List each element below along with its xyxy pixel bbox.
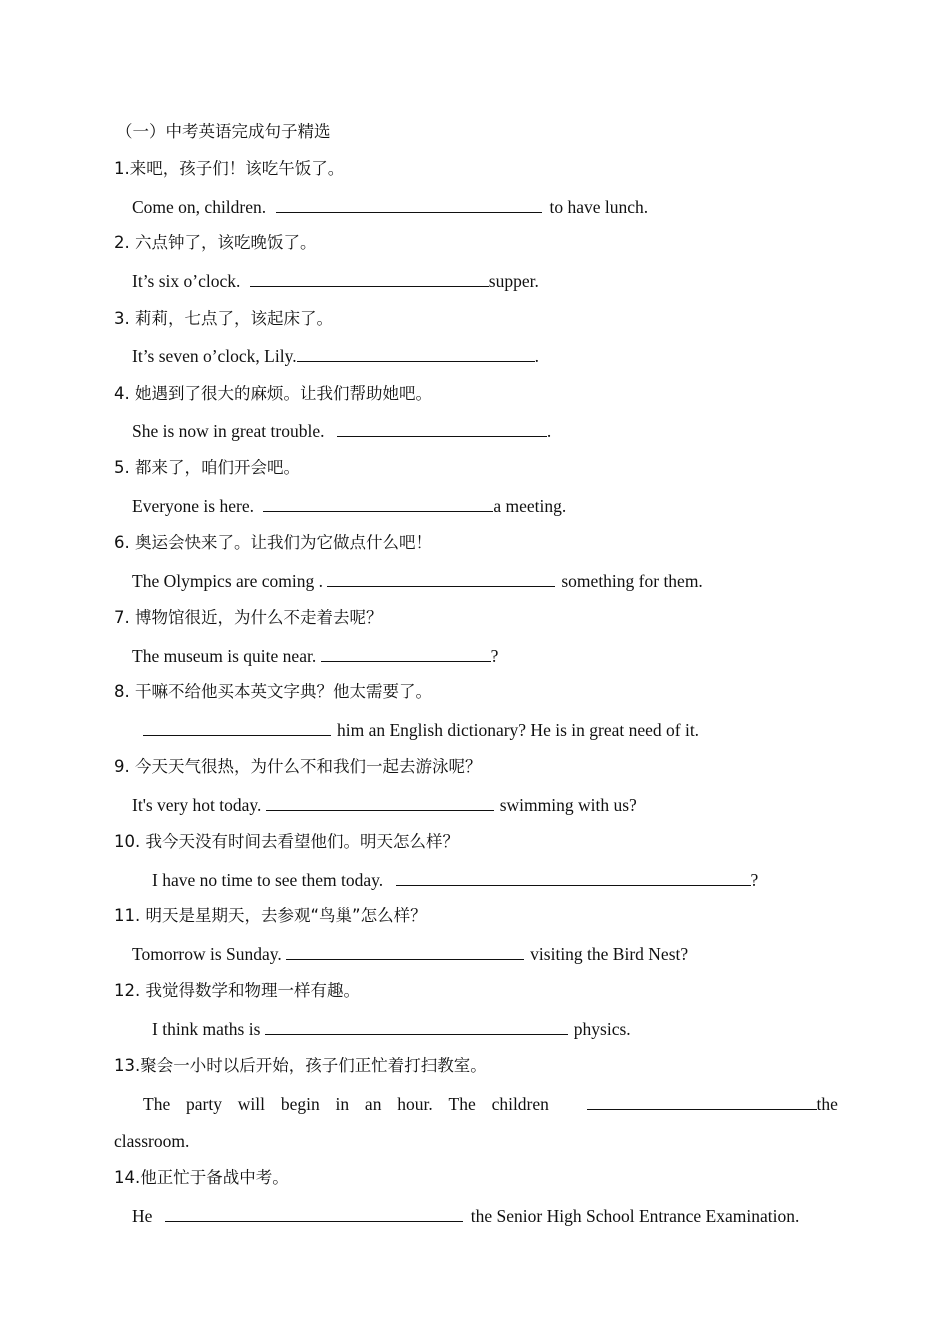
question-7-english [132,645,498,667]
question-9-prefix: It's very hot today. [132,795,262,815]
question-8-suffix: him an English dictionary? He is in great need of it. [337,720,700,740]
question-13-continuation: classroom. [114,1131,190,1151]
question-1-suffix: to have lunch. [549,197,649,217]
question-12-english [152,1018,631,1040]
question-5-suffix: a meeting. [493,496,567,516]
question-10-blank[interactable] [396,871,751,886]
question-7-chinese: 7. 博物馆很近，为什么不走着去呢？ [114,608,383,627]
question-5-english [132,495,566,517]
question-13-word: begin [280,1094,320,1114]
question-13-english [114,1093,838,1115]
question-3-suffix: . [534,346,539,366]
question-13-word: in [335,1094,350,1114]
question-13-word: The [143,1094,171,1114]
question-6-blank[interactable] [327,572,555,587]
question-3-blank[interactable] [297,347,535,362]
question-10-chinese: 10. 我今天没有时间去看望他们。明天怎么样？ [114,832,459,851]
question-13-word: The [448,1094,476,1114]
question-2-suffix: supper. [488,271,539,291]
question-13-word: will [237,1094,266,1114]
question-4-english [132,420,551,442]
question-4-blank[interactable] [337,422,547,437]
question-1-prefix: Come on, children. [132,197,267,217]
question-3-prefix: It’s seven o’clock, Lily. [132,346,297,366]
question-5-blank[interactable] [263,497,493,512]
question-11-chinese: 11. 明天是星期天，去参观“鸟巢”怎么样？ [114,906,427,925]
question-11-english [132,943,688,965]
question-9-chinese: 9. 今天天气很热，为什么不和我们一起去游泳呢？ [114,757,482,776]
question-5-prefix: Everyone is here. [132,496,254,516]
question-1-english [132,196,648,218]
question-13-word: children [491,1094,549,1114]
question-8-blank[interactable] [143,721,331,736]
question-13-chinese: 13.聚会一小时以后开始，孩子们正忙着打扫教室。 [114,1056,487,1075]
question-3-chinese: 3. 莉莉，七点了，该起床了。 [114,309,333,328]
question-6-suffix: something for them. [561,571,703,591]
section-title: （一）中考英语完成句子精选 [116,122,331,141]
question-9-blank[interactable] [266,796,494,811]
question-7-blank[interactable] [321,647,491,662]
question-14-english [132,1205,799,1227]
question-13-word: an [364,1094,382,1114]
question-2-english [132,270,539,292]
question-12-suffix: physics. [573,1019,631,1039]
question-8-chinese: 8. 干嘛不给他买本英文字典？他太需要了。 [114,682,432,701]
question-12-prefix: I think maths is [152,1019,261,1039]
question-5-chinese: 5. 都来了，咱们开会吧。 [114,458,300,477]
question-4-prefix: She is now in great trouble. [132,421,325,441]
question-11-blank[interactable] [286,945,524,960]
question-13-blank[interactable] [587,1095,817,1110]
question-14-prefix: He [132,1206,153,1226]
question-12-blank[interactable] [265,1020,568,1035]
question-9-english [132,794,637,816]
question-9-suffix: swimming with us? [499,795,637,815]
question-3-english [132,345,539,367]
question-13-word: party [186,1094,222,1114]
question-4-suffix: . [546,421,552,441]
question-2-blank[interactable] [250,272,489,287]
question-8-english [143,719,699,741]
question-12-chinese: 12. 我觉得数学和物理一样有趣。 [114,981,360,1000]
question-7-prefix: The museum is quite near. [132,646,317,666]
question-10-suffix: ? [750,870,759,890]
question-6-english [132,570,703,592]
question-14-suffix: the Senior High School Entrance Examination. [470,1206,800,1226]
question-1-blank[interactable] [276,198,542,213]
question-4-chinese: 4. 她遇到了很大的麻烦。让我们帮助她吧。 [114,384,432,403]
question-7-suffix: ? [490,646,499,666]
question-2-prefix: It’s six o’clock. [132,271,241,291]
question-6-prefix: The Olympics are coming . [132,571,323,591]
question-10-prefix: I have no time to see them today. [152,870,384,890]
question-13-suffix: the [816,1094,838,1114]
question-1-chinese: 1.来吧，孩子们！该吃午饭了。 [114,159,345,178]
question-14-chinese: 14.他正忙于备战中考。 [114,1168,289,1187]
question-10-english [152,869,758,891]
question-6-chinese: 6. 奥运会快来了。让我们为它做点什么吧！ [114,533,432,552]
question-2-chinese: 2. 六点钟了，该吃晚饭了。 [114,233,317,252]
question-11-suffix: visiting the Bird Nest? [530,944,689,964]
question-14-blank[interactable] [165,1207,463,1222]
question-13-word: hour. [397,1094,433,1114]
question-11-prefix: Tomorrow is Sunday. [132,944,282,964]
